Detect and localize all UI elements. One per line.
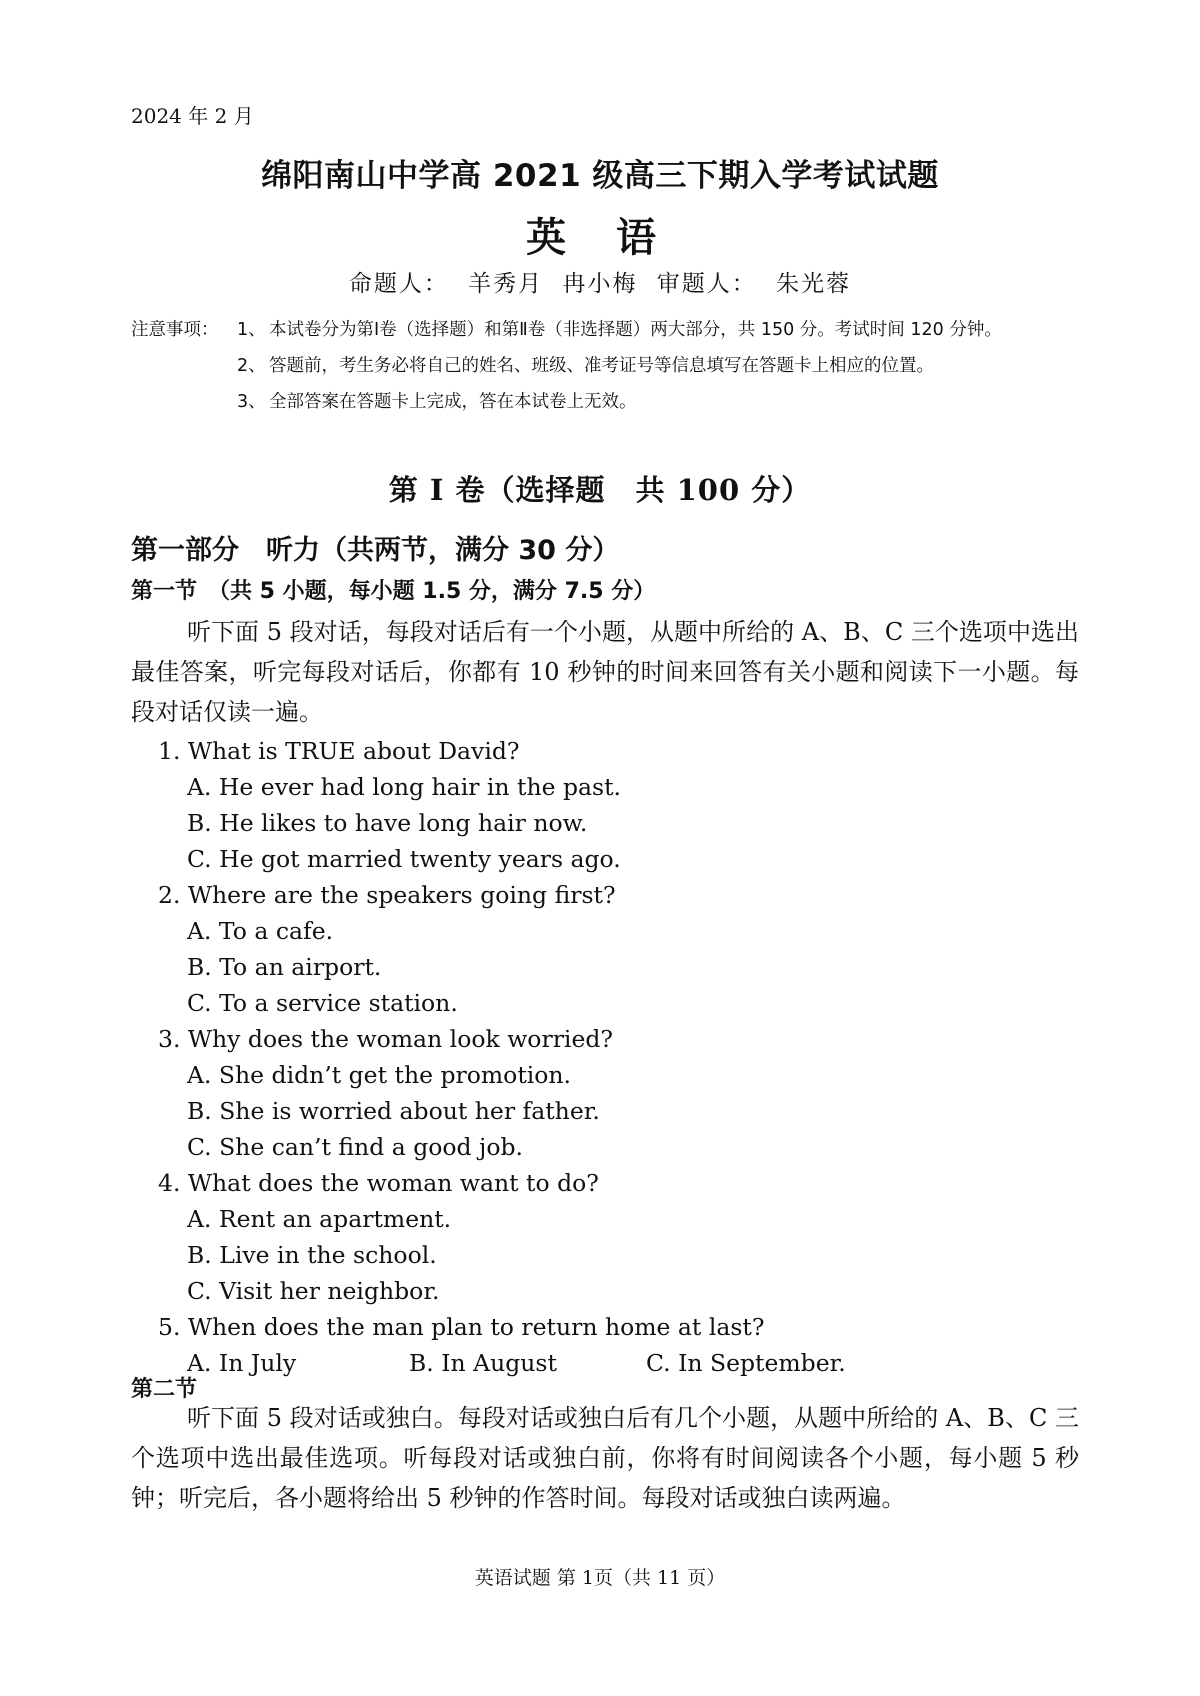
- note-item-3: [131, 384, 1091, 420]
- answer-option: B. She is worried about her father.: [187, 1097, 600, 1125]
- question-stem: 5. When does the man plan to return home at last?: [158, 1313, 765, 1341]
- notes-prefix: 注意事项：: [131, 320, 219, 340]
- answer-option: C. Visit her neighbor.: [187, 1277, 440, 1305]
- question-stem: 2. Where are the speakers going first?: [158, 881, 616, 909]
- note-text: 本试卷分为第Ⅰ卷（选择题）和第Ⅱ卷（非选择题）两大部分，共 150 分。考试时间 120 分钟。: [269, 320, 1002, 340]
- answer-option: B. In August: [409, 1349, 557, 1377]
- section-instructions: 听下面 5 段对话，每段对话后有一个小题，从题中所给的 A、B、C 三个选项中选出最佳答案，听完每段对话后，你都有 10 秒钟的时间来回答有关小题和阅读下一小题。每段对话仅读一遍。: [131, 618, 1079, 726]
- section-instructions: 听下面 5 段对话或独白。每段对话或独白后有几个小题，从题中所给的 A、B、C 三个选项中选出最佳选项。听每段对话或独白前，你将有时间阅读各个小题，每小题 5 秒钟；听完后，各小题将给出 5 秒钟的作答时间。每段对话或独白读两遍。: [131, 1404, 1079, 1512]
- answer-option: A. To a cafe.: [187, 917, 334, 945]
- note-text: 答题前，考生务必将自己的姓名、班级、准考证号等信息填写在答题卡上相应的位置。: [269, 356, 934, 376]
- exam-title: 绵阳南山中学高 2021 级高三下期入学考试试题: [261, 158, 939, 194]
- note-number: 1、: [237, 320, 266, 340]
- roll-title: 第 I 卷（选择题 共 100 分）: [388, 473, 812, 507]
- subject-title: 英 语: [526, 215, 674, 261]
- note-number: 3、: [237, 392, 266, 412]
- answer-option: B. To an airport.: [187, 953, 382, 981]
- answer-option: C. To a service station.: [187, 989, 458, 1017]
- part-title: 第一部分 听力（共两节，满分 30 分）: [131, 535, 620, 566]
- question-stem: 4. What does the woman want to do?: [158, 1169, 599, 1197]
- page-footer: 英语试题 第 1页（共 11 页）: [474, 1567, 726, 1589]
- answer-option: A. Rent an apartment.: [187, 1205, 452, 1233]
- question-list: [158, 733, 846, 1381]
- answer-option: C. He got married twenty years ago.: [187, 845, 621, 873]
- answer-option: C. She can’t find a good job.: [187, 1133, 523, 1161]
- inline-options: [158, 1345, 846, 1381]
- answer-option: A. She didn’t get the promotion.: [187, 1061, 572, 1089]
- question-stem: 1. What is TRUE about David?: [158, 737, 520, 765]
- note-number: 2、: [237, 356, 266, 376]
- exam-date: 2024 年 2 月: [131, 104, 254, 128]
- answer-option: A. In July: [187, 1349, 297, 1377]
- question-stem: 3. Why does the woman look worried?: [158, 1025, 613, 1053]
- note-text: 全部答案在答题卡上完成，答在本试卷上无效。: [269, 392, 637, 412]
- answer-option: A. He ever had long hair in the past.: [187, 773, 622, 801]
- note-item-2: [131, 348, 1091, 384]
- note-item-1: [131, 312, 1091, 348]
- section-title: 第一节 （共 5 小题，每小题 1.5 分，满分 7.5 分）: [131, 579, 656, 604]
- answer-option: B. He likes to have long hair now.: [187, 809, 588, 837]
- section-title: 第二节: [131, 1377, 198, 1402]
- exam-notes: [131, 312, 1091, 420]
- answer-option: B. Live in the school.: [187, 1241, 437, 1269]
- authors-line: 命题人： 羊秀月 冉小梅 审题人： 朱光蓉: [348, 271, 852, 297]
- answer-option: C. In September.: [646, 1349, 846, 1377]
